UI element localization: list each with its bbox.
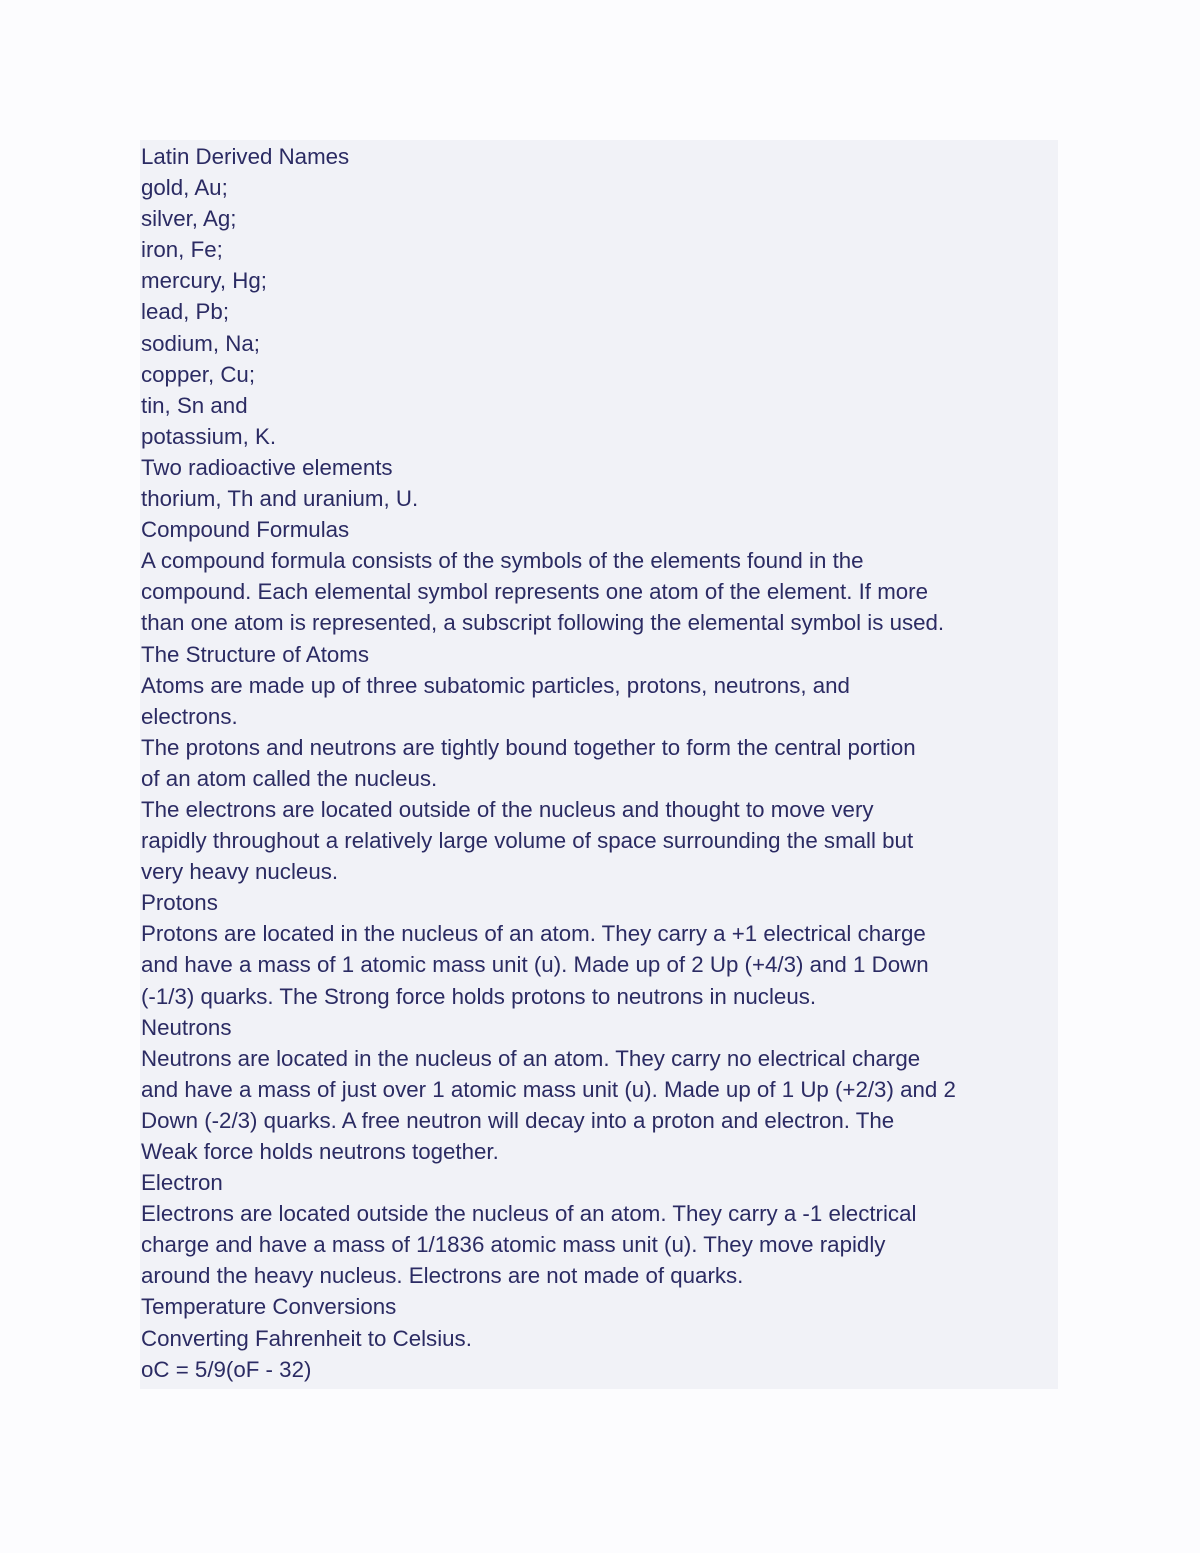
paragraph-line: Neutrons are located in the nucleus of an atom. They carry no electrical charge xyxy=(141,1045,921,1071)
element-line: silver, Ag; xyxy=(141,206,237,232)
paragraph-line: and have a mass of just over 1 atomic mass unit (u). Made up of 1 Up (+2/3) and 2 xyxy=(141,1076,956,1102)
section-heading-protons: Protons xyxy=(141,890,218,916)
paragraph-line: (-1/3) quarks. The Strong force holds protons to neutrons in nucleus. xyxy=(141,983,817,1009)
element-line: tin, Sn and xyxy=(141,392,248,418)
paragraph-line: than one atom is represented, a subscript following the elemental symbol is used. xyxy=(141,610,945,636)
section-heading-compound-formulas: Compound Formulas xyxy=(141,517,350,543)
paragraph-line: rapidly throughout a relatively large volume of space surrounding the small but xyxy=(141,828,914,854)
paragraph-line: Down (-2/3) quarks. A free neutron will decay into a proton and electron. The xyxy=(141,1107,895,1133)
paragraph-line: around the heavy nucleus. Electrons are not made of quarks. xyxy=(141,1263,744,1289)
element-line: copper, Cu; xyxy=(141,361,256,387)
paragraph-line: Converting Fahrenheit to Celsius. xyxy=(141,1325,472,1351)
formula-line: oC = 5/9(oF - 32) xyxy=(141,1356,312,1382)
paragraph-line: very heavy nucleus. xyxy=(141,859,339,885)
section-heading-radioactive: Two radioactive elements xyxy=(141,454,393,480)
paragraph-line: The protons and neutrons are tightly bound together to form the central portion xyxy=(141,734,916,760)
element-line: thorium, Th and uranium, U. xyxy=(141,486,419,512)
element-line: sodium, Na; xyxy=(141,330,260,356)
paragraph-line: and have a mass of 1 atomic mass unit (u). Made up of 2 Up (+4/3) and 1 Down xyxy=(141,952,929,978)
paragraph-line: electrons. xyxy=(141,703,238,729)
section-heading-temperature-conversions: Temperature Conversions xyxy=(141,1294,397,1320)
paragraph-line: charge and have a mass of 1/1836 atomic mass unit (u). They move rapidly xyxy=(141,1232,886,1258)
section-heading-structure-of-atoms: The Structure of Atoms xyxy=(141,641,370,667)
element-line: mercury, Hg; xyxy=(141,268,267,294)
section-heading-latin-names: Latin Derived Names xyxy=(141,144,350,169)
paragraph-line: Electrons are located outside the nucleus of an atom. They carry a -1 electrical xyxy=(141,1201,917,1227)
text-block xyxy=(140,140,1058,1389)
section-heading-electron: Electron xyxy=(141,1170,223,1196)
paragraph-line: of an atom called the nucleus. xyxy=(141,765,438,791)
section-heading-neutrons: Neutrons xyxy=(141,1014,232,1040)
paragraph-line: compound. Each elemental symbol represents one atom of the element. If more xyxy=(141,579,928,605)
paragraph-line: Weak force holds neutrons together. xyxy=(141,1139,499,1164)
paragraph-line: A compound formula consists of the symbols of the elements found in the xyxy=(141,548,864,574)
element-line: lead, Pb; xyxy=(141,299,230,325)
element-line: gold, Au; xyxy=(141,175,228,201)
paragraph-line: The electrons are located outside of the nucleus and thought to move very xyxy=(141,796,874,822)
paragraph-line: Atoms are made up of three subatomic particles, protons, neutrons, and xyxy=(141,672,850,698)
element-line: potassium, K. xyxy=(141,423,277,449)
paragraph-line: Protons are located in the nucleus of an atom. They carry a +1 electrical charge xyxy=(141,921,926,947)
element-line: iron, Fe; xyxy=(141,237,223,263)
